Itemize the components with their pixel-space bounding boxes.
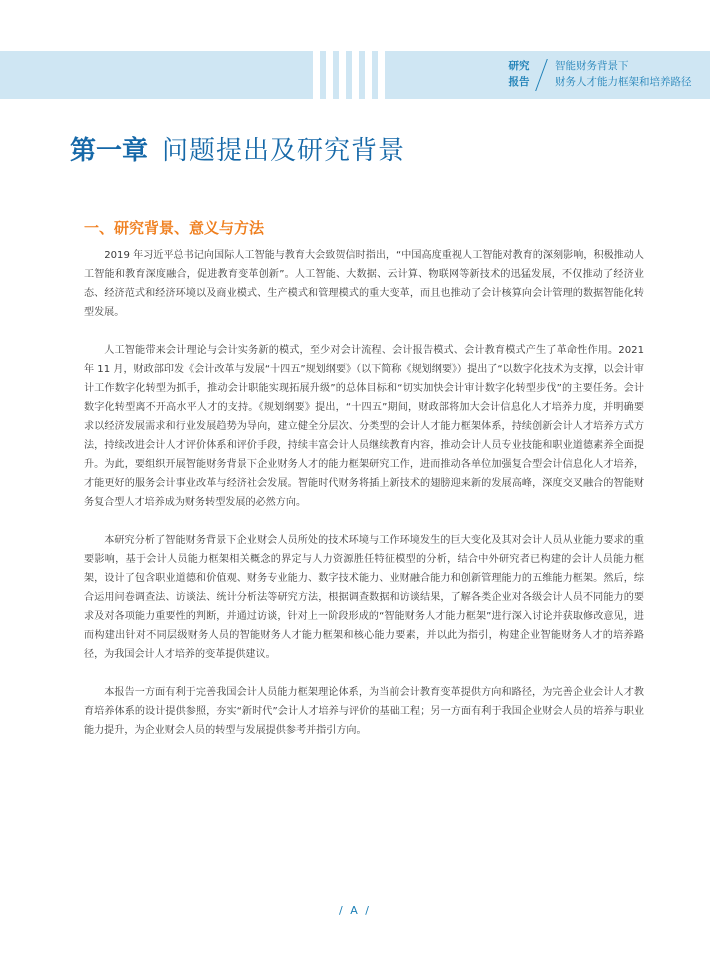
chapter-number: 第一章 [70,136,149,166]
body-text [84,246,644,759]
chapter-title: 问题提出及研究背景 [162,136,406,166]
paragraph: 本研究分析了智能财务背景下企业财会人员所处的技术环境与工作环境发生的巨大变化及其对会计人员从业能力要求的重要影响，基于会计人员能力框架相关概念的界定与人力资源胜任特征模型的分析，结合中外研究者已构建的会计人员能力框架，设计了包含职业道德和价值观、财务专业能力、数字技术能力、业财融合能力和创新管理能力的五维能力框架。然后，综合运用问卷调查法、访谈法、统计分析法等研究方法，根据调查数据和访谈结果，了解各类企业对各级会计人员不同能力的要求及对各项能力重要性的判断，并通过访谈，针对上一阶段形成的“智能财务人才能力框架”进行深入讨论并获取修改意见，进而构建出针对不同层级财务人员的智能财务人才能力框架和核心能力要素，并以此为指引，构建企业智能财务人才的培养路径，为我国会计人才培养的变革提供建议。 [84,535,644,660]
paragraph: 人工智能带来会计理论与会计实务新的模式，至少对会计流程、会计报告模式、会计教育模式产生了革命性作用。2021 年 11 月，财政部印发《会计改革与发展“十四五”规划纲要》（以下简称《规划纲要》）提出了“以数字化技术为支撑，以会计审计工作数字化转型为抓手，推动会计职能实现拓展升级”的总体目标和“切实加快会计审计数字化转型步伐”的主要任务。会计数字化转型离不开高水平人才的支持。《规划纲要》提出，“十四五”期间，财政部将加大会计信息化人才培养力度，并明确要求以经济发展需求和行业发展趋势为导向，建立健全分层次、分类型的会计人才能力框架体系，持续创新会计人才培养方式方法，持续改进会计人才评价体系和评价手段，持续丰富会计人员继续教育内容，推动会计人员专业技能和职业道德素养全面提升。为此，要组织开展智能财务背景下企业财务人才的能力框架研究工作，进而推动各单位加强复合型会计信息化人才培养，才能更好的服务会计事业改革与经济社会发展。智能时代财务将插上新技术的翅膀迎来新的发展高峰，深度交叉融合的智能财务复合型人才培养成为财务转型发展的必然方向。 [84,345,644,508]
chapter-heading [70,130,405,167]
paragraph: 2019 年习近平总书记向国际人工智能与教育大会致贺信时指出，“中国高度重视人工智能对教育的深刻影响，积极推动人工智能和教育深度融合，促进教育变革创新”。人工智能、大数据、云计算、物联网等新技术的迅猛发展，不仅推动了经济业态、经济范式和经济环境以及商业模式、生产模式和管理模式的重大变革，而且也推动了会计核算向会计管理的数据智能化转型发展。 [84,250,644,318]
report-label: 研究 报告 [508,60,530,88]
header-stripes [313,51,391,99]
paragraph: 本报告一方面有利于完善我国会计人员能力框架理论体系，为当前会计教育变革提供方向和路径，为完善企业会计人才教育培养体系的设计提供参照，夯实“新时代”会计人才培养与评价的基础工程；另一方面有利于我国企业财会人员的培养与职业能力提升，为企业财会人员的转型与发展提供参考并指引方向。 [84,687,644,736]
header-divider [535,59,548,91]
report-title: 智能财务背景下 财务人才能力框架和培养路径 [555,60,692,88]
section-title: 一、研究背景、意义与方法 [84,219,265,237]
page-number: / A / [339,904,371,917]
header-band [0,51,710,99]
